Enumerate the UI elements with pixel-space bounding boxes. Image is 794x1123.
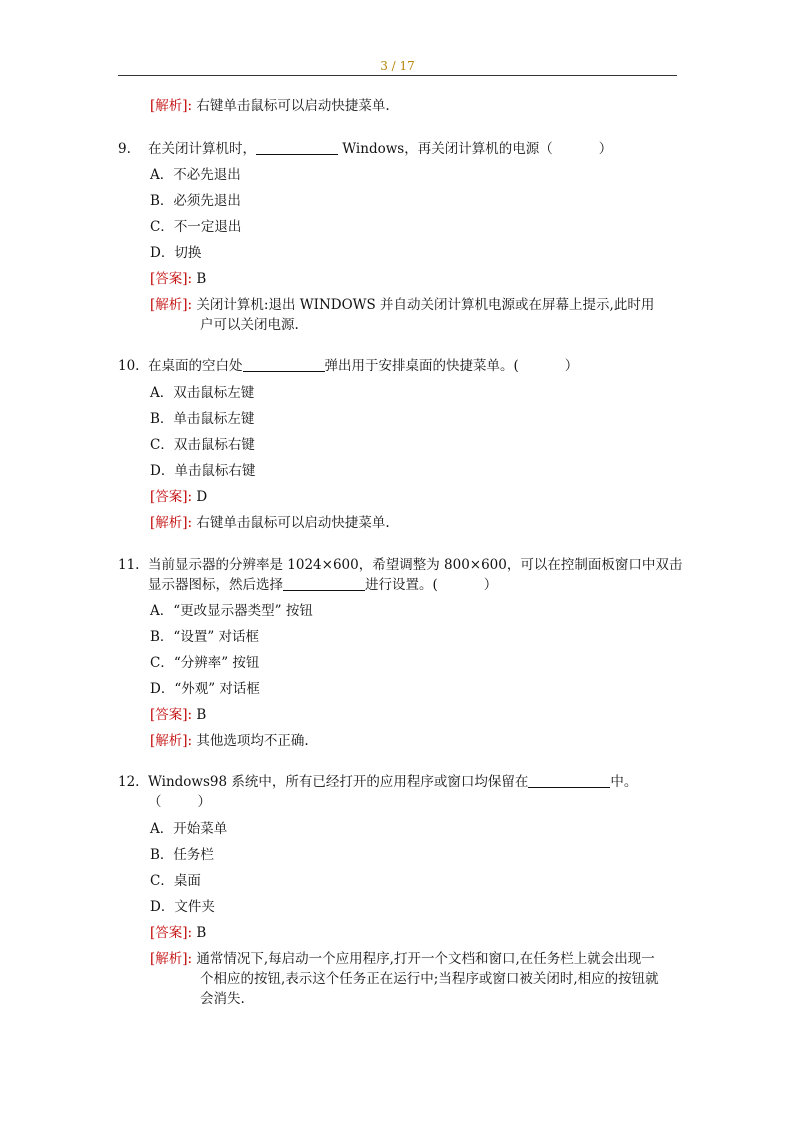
stem-text: 在关闭计算机时， (148, 141, 256, 157)
q9-option-c: C．不一定退出 (150, 219, 242, 235)
q11-option-d: D．“外观” 对话框 (150, 681, 260, 697)
q9-option-d: D．切换 (150, 245, 202, 261)
q11-stem (118, 555, 682, 575)
analysis-text: 其他选项均不正确. (196, 733, 309, 749)
stem-text: 显示器图标，然后选择 (148, 577, 283, 593)
answer-value: D (196, 489, 208, 505)
analysis-text: 右键单击鼠标可以启动快捷菜单. (196, 98, 390, 114)
answer-tag: [答案]: (150, 707, 193, 723)
analysis-text: 关闭计算机:退出 WINDOWS 并自动关闭计算机电源或在屏幕上提示,此时用 (196, 297, 655, 313)
stem-text: 弹出用于安排桌面的快捷菜单。( (324, 358, 519, 374)
question-number: 12. (118, 774, 140, 790)
stem-text: ） (598, 141, 613, 157)
q12-stem-cont (148, 792, 211, 812)
q12-answer (150, 923, 206, 943)
analysis-tag: [解析]: (150, 98, 193, 114)
q10-option-a: A．双击鼠标左键 (150, 385, 255, 401)
q12-analysis (150, 949, 655, 969)
stem-text: Windows，再关闭计算机的电源（ (338, 141, 553, 157)
question-number: 11. (118, 557, 140, 573)
q12-option-d: D．文件夹 (150, 899, 215, 915)
stem-text: 在桌面的空白处 (148, 358, 243, 374)
stem-text: 中。 (610, 774, 638, 790)
stem-text: ） (197, 794, 211, 810)
analysis-text: 右键单击鼠标可以启动快捷菜单. (196, 515, 390, 531)
q10-option-c: C．双击鼠标右键 (150, 437, 255, 453)
q9-analysis (150, 295, 654, 315)
q9-stem (118, 139, 612, 159)
q11-option-c: C．“分辨率” 按钮 (150, 655, 260, 671)
q10-option-d: D．单击鼠标右键 (150, 463, 256, 479)
q9-answer (150, 269, 206, 289)
stem-text: （ (148, 794, 162, 810)
stem-text: 进行设置。( (365, 577, 438, 593)
q9-option-a: A．不必先退出 (150, 167, 241, 183)
q12-analysis-cont: 会消失. (200, 991, 245, 1007)
q8-analysis (150, 96, 390, 116)
q12-analysis-cont: 个相应的按钮,表示这个任务正在运行中;当程序或窗口被关闭时,相应的按钮就 (200, 971, 659, 987)
q12-option-b: B．任务栏 (150, 847, 214, 863)
page-header (118, 58, 677, 76)
stem-text: Windows98 系统中，所有已经打开的应用程序或窗口均保留在 (148, 774, 529, 790)
stem-text: ） (564, 358, 579, 374)
answer-tag: [答案]: (150, 489, 193, 505)
fill-blank (528, 773, 610, 788)
fill-blank (256, 140, 338, 155)
question-number: 10. (118, 358, 140, 374)
fill-blank (243, 357, 325, 372)
page-number: 3 / 17 (380, 59, 415, 73)
stem-text: ） (483, 577, 498, 593)
question-number: 9. (118, 141, 131, 157)
q9-analysis-cont: 户可以关闭电源. (200, 317, 299, 333)
analysis-tag: [解析]: (150, 515, 193, 531)
q11-option-b: B．“设置” 对话框 (150, 629, 260, 645)
q10-stem (118, 356, 578, 376)
q10-analysis (150, 513, 390, 533)
answer-tag: [答案]: (150, 271, 193, 287)
q11-stem-cont (148, 575, 497, 595)
stem-text: 当前显示器的分辨率是 1024×600，希望调整为 800×600，可以在控制面板窗口中双击 (148, 557, 683, 573)
q12-option-a: A．开始菜单 (150, 821, 228, 837)
q9-option-b: B．必须先退出 (150, 193, 241, 209)
answer-tag: [答案]: (150, 925, 193, 941)
analysis-tag: [解析]: (150, 297, 193, 313)
analysis-tag: [解析]: (150, 951, 193, 967)
q10-answer (150, 487, 207, 507)
answer-value: B (196, 707, 207, 723)
q10-option-b: B．单击鼠标左键 (150, 411, 255, 427)
answer-value: B (196, 925, 207, 941)
answer-value: B (196, 271, 207, 287)
q12-stem (118, 772, 637, 792)
q11-answer (150, 705, 206, 725)
analysis-text: 通常情况下,每启动一个应用程序,打开一个文档和窗口,在任务栏上就会出现一 (196, 951, 655, 967)
q11-analysis (150, 731, 309, 751)
fill-blank (283, 576, 365, 591)
q11-option-a: A．“更改显示器类型” 按钮 (150, 603, 313, 619)
q12-option-c: C．桌面 (150, 873, 201, 889)
analysis-tag: [解析]: (150, 733, 193, 749)
